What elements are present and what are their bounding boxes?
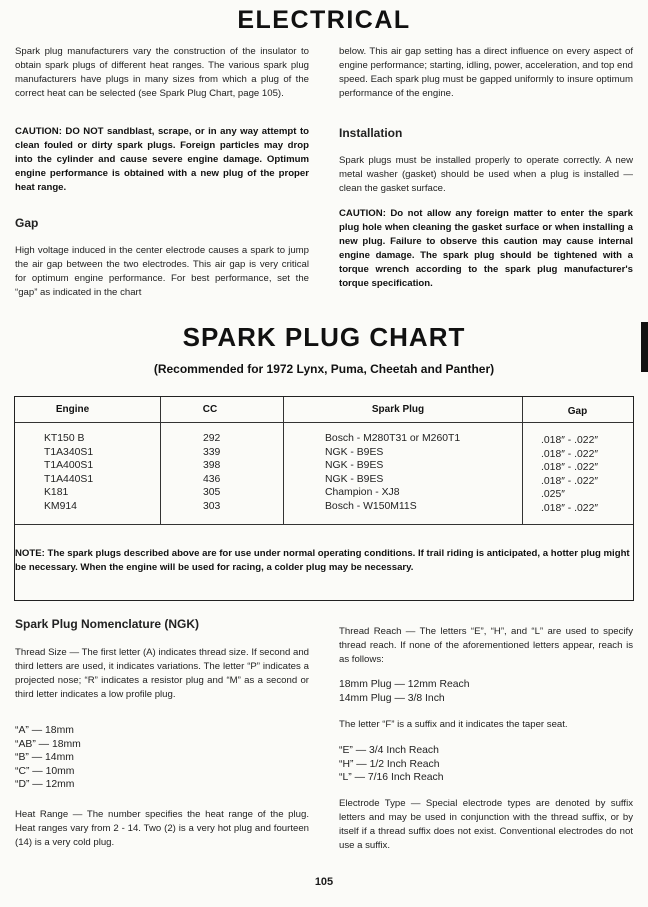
caution-foreign-matter: CAUTION: Do not allow any foreign matter to enter the spark plug hole when cleaning the gasket surface or when installing a new plug. Failure to observe this caution may cause internal engine damage. The spark plug should be tightened with a torque wrench according to the spark plug manufacturer's torque specification. bbox=[339, 208, 633, 289]
table-cell-engine: KT150 B bbox=[44, 433, 85, 444]
heat-range-paragraph: Heat Range — The number specifies the heat range of the plug. Heat ranges vary from 2 - 14. Two (2) is a very hot plug and fourteen (14) is a very cold plug. bbox=[15, 809, 309, 848]
spark-plug-table bbox=[14, 396, 634, 601]
table-cell-engine: KM914 bbox=[44, 500, 77, 512]
table-note: NOTE: The spark plugs described above are for use under normal operating conditions. If trail riding is anticipated, a hotter plug might be necessary. When the engine will be used for racing, a colder plug may be necessary. bbox=[15, 548, 630, 573]
table-cell-cc: 303 bbox=[203, 500, 221, 512]
gap-heading: Gap bbox=[15, 216, 39, 230]
table-cell-cc: 398 bbox=[203, 460, 221, 472]
caution-clean-plugs: CAUTION: DO NOT sandblast, scrape, or in any way attempt to clean fouled or dirty spark plugs. Foreign particles may drop into the cylinder and cause severe engine damage. Optimum engine performance is obtained with a new plug of the proper heat range. bbox=[15, 126, 309, 193]
table-cell-gap: .018″ - .022″ bbox=[541, 502, 599, 514]
chart-title: SPARK PLUG CHART bbox=[182, 322, 466, 352]
gap-paragraph-continued: below. This air gap setting has a direct influence on every aspect of engine performance; starting, idling, power, acceleration, and top end speed. Each spark plug must be gapped uniformly to insure optimum performance of the engine. bbox=[339, 46, 633, 99]
page-title: ELECTRICAL bbox=[237, 6, 411, 34]
taper-seat-paragraph: The letter “F” is a suffix and it indicates the taper seat. bbox=[339, 719, 568, 730]
list-item: 14mm Plug — 3/8 Inch bbox=[339, 692, 445, 704]
list-item: “D” — 12mm bbox=[15, 779, 75, 791]
list-item: “AB” — 18mm bbox=[15, 738, 81, 750]
table-cell-spark-plug: Champion - XJ8 bbox=[325, 487, 400, 499]
gap-column bbox=[541, 434, 598, 516]
table-cell-engine: T1A400S1 bbox=[44, 460, 94, 472]
installation-heading: Installation bbox=[339, 126, 403, 140]
table-cell-engine: T1A440S1 bbox=[44, 473, 94, 485]
plug-reach-list bbox=[339, 678, 470, 705]
list-item: “E” — 3/4 Inch Reach bbox=[339, 745, 439, 756]
table-cell-spark-plug: NGK - B9ES bbox=[325, 446, 384, 458]
thread-reach-paragraph: Thread Reach — The letters “E”, “H”, and “L” are used to specify thread reach. If none of the aforementioned letters appear, reach is as follows: bbox=[339, 626, 633, 665]
nomenclature-heading: Spark Plug Nomenclature (NGK) bbox=[15, 617, 200, 631]
chart-subtitle: (Recommended for 1972 Lynx, Puma, Cheetah and Panther) bbox=[153, 362, 495, 376]
table-cell-gap: .018″ - .022″ bbox=[541, 462, 599, 474]
intro-paragraph: Spark plug manufacturers vary the construction of the insulator to obtain spark plugs of different heat ranges. The various spark plug manufacturers have plugs in many sizes from which a plug of the correct heat can be selected (see Spark Plug Chart, page 105). bbox=[15, 46, 309, 99]
spark-plug-column bbox=[325, 432, 460, 514]
table-cell-gap: .018″ - .022″ bbox=[541, 435, 599, 446]
page-number: 105 bbox=[314, 876, 334, 888]
electrode-type-paragraph: Electrode Type — Special electrode types are denoted by suffix letters and may be used in conjunction with the thread suffix, or by itself if a thread suffix does not exist. Conventional electrodes do not use a suffix. bbox=[339, 798, 633, 851]
table-cell-cc: 339 bbox=[203, 446, 221, 458]
cc-column-header: CC bbox=[202, 404, 218, 415]
table-cell-spark-plug: Bosch - W150M11S bbox=[325, 500, 417, 512]
table-cell-cc: 305 bbox=[203, 487, 221, 499]
gap-paragraph: High voltage induced in the center electrode causes a spark to jump the air gap between the two electrodes. This air gap is very critical for optimum engine performance. For best performance, set the “gap” as indicated in the chart bbox=[15, 245, 309, 298]
table-cell-cc: 292 bbox=[203, 433, 221, 444]
table-cell-gap: .018″ - .022″ bbox=[541, 475, 599, 487]
engine-column bbox=[44, 432, 93, 514]
table-cell-gap: .025″ bbox=[541, 489, 565, 501]
installation-paragraph: Spark plugs must be installed properly to operate correctly. A new metal washer (gasket) should be used when a plug is installed — clean the gasket surface. bbox=[339, 155, 633, 194]
engine-column-header: Engine bbox=[55, 404, 90, 415]
table-cell-cc: 436 bbox=[203, 473, 221, 485]
table-cell-spark-plug: Bosch - M280T31 or M260T1 bbox=[325, 433, 461, 444]
reach-letter-list bbox=[339, 744, 444, 785]
list-item: “H” — 1/2 Inch Reach bbox=[339, 758, 440, 770]
list-item: 18mm Plug — 12mm Reach bbox=[339, 679, 470, 690]
list-item: “B” — 14mm bbox=[15, 752, 74, 764]
table-cell-gap: .018″ - .022″ bbox=[541, 448, 599, 460]
table-cell-spark-plug: NGK - B9ES bbox=[325, 460, 384, 472]
thread-size-paragraph: Thread Size — The first letter (A) indicates thread size. If second and third letters are used, it indicates variations. The letter “P” indicates a projected nose; “R” indicates a resistor plug and “M” as a second or third letter indicates a low profile plug. bbox=[15, 647, 309, 700]
table-cell-spark-plug: NGK - B9ES bbox=[325, 473, 384, 485]
cc-column bbox=[203, 432, 220, 514]
table-cell-engine: K181 bbox=[44, 487, 69, 499]
list-item: “C” — 10mm bbox=[15, 765, 75, 777]
spark-plug-column-header: Spark Plug bbox=[371, 404, 425, 415]
list-item: “L” — 7/16 Inch Reach bbox=[339, 772, 444, 784]
table-cell-engine: T1A340S1 bbox=[44, 446, 94, 458]
thread-size-list bbox=[15, 724, 81, 792]
gap-column-header: Gap bbox=[567, 406, 588, 417]
list-item: “A” — 18mm bbox=[15, 725, 74, 736]
